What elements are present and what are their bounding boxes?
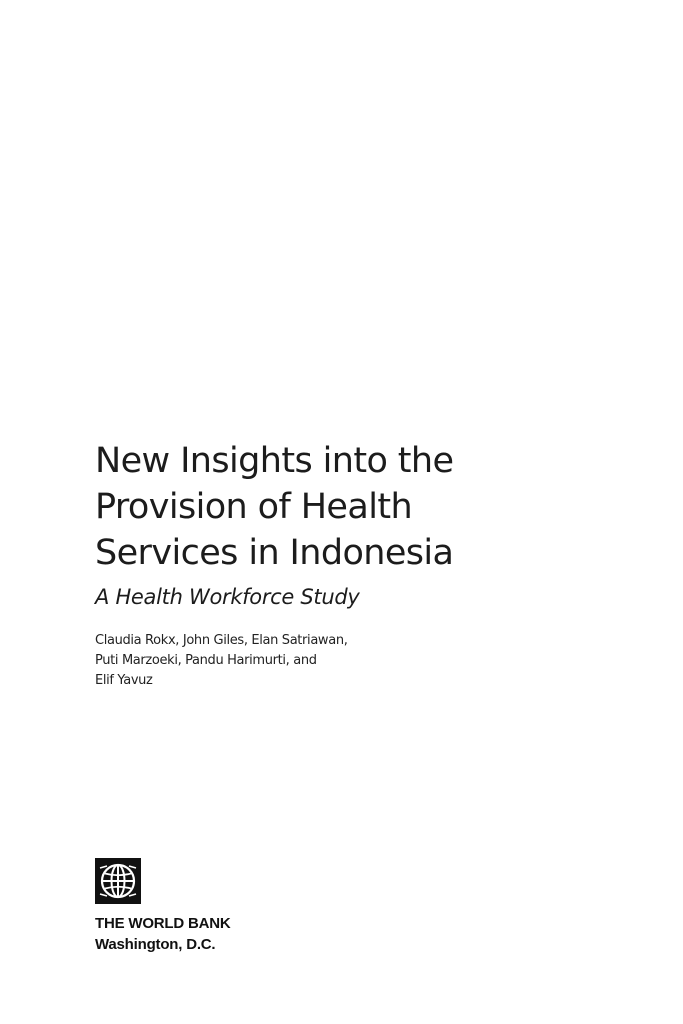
world-bank-globe-icon xyxy=(95,858,141,904)
author-line-2: Puti Marzoeki, Pandu Harimurti, and xyxy=(95,653,317,668)
author-line-3: Elif Yavuz xyxy=(95,673,153,688)
publisher-city: Washington, D.C. xyxy=(95,936,216,953)
book-title-line-2: Provision of Health xyxy=(95,487,413,527)
author-line-1: Claudia Rokx, John Giles, Elan Satriawan, xyxy=(95,633,348,648)
publisher-name: THE WORLD BANK xyxy=(95,915,231,932)
title-page-block xyxy=(95,438,615,691)
publisher-block xyxy=(95,858,231,954)
book-subtitle: A Health Workforce Study xyxy=(95,585,360,609)
author-list xyxy=(95,631,615,691)
book-title-line-3: Services in Indonesia xyxy=(95,533,454,573)
book-title-line-1: New Insights into the xyxy=(95,441,454,481)
